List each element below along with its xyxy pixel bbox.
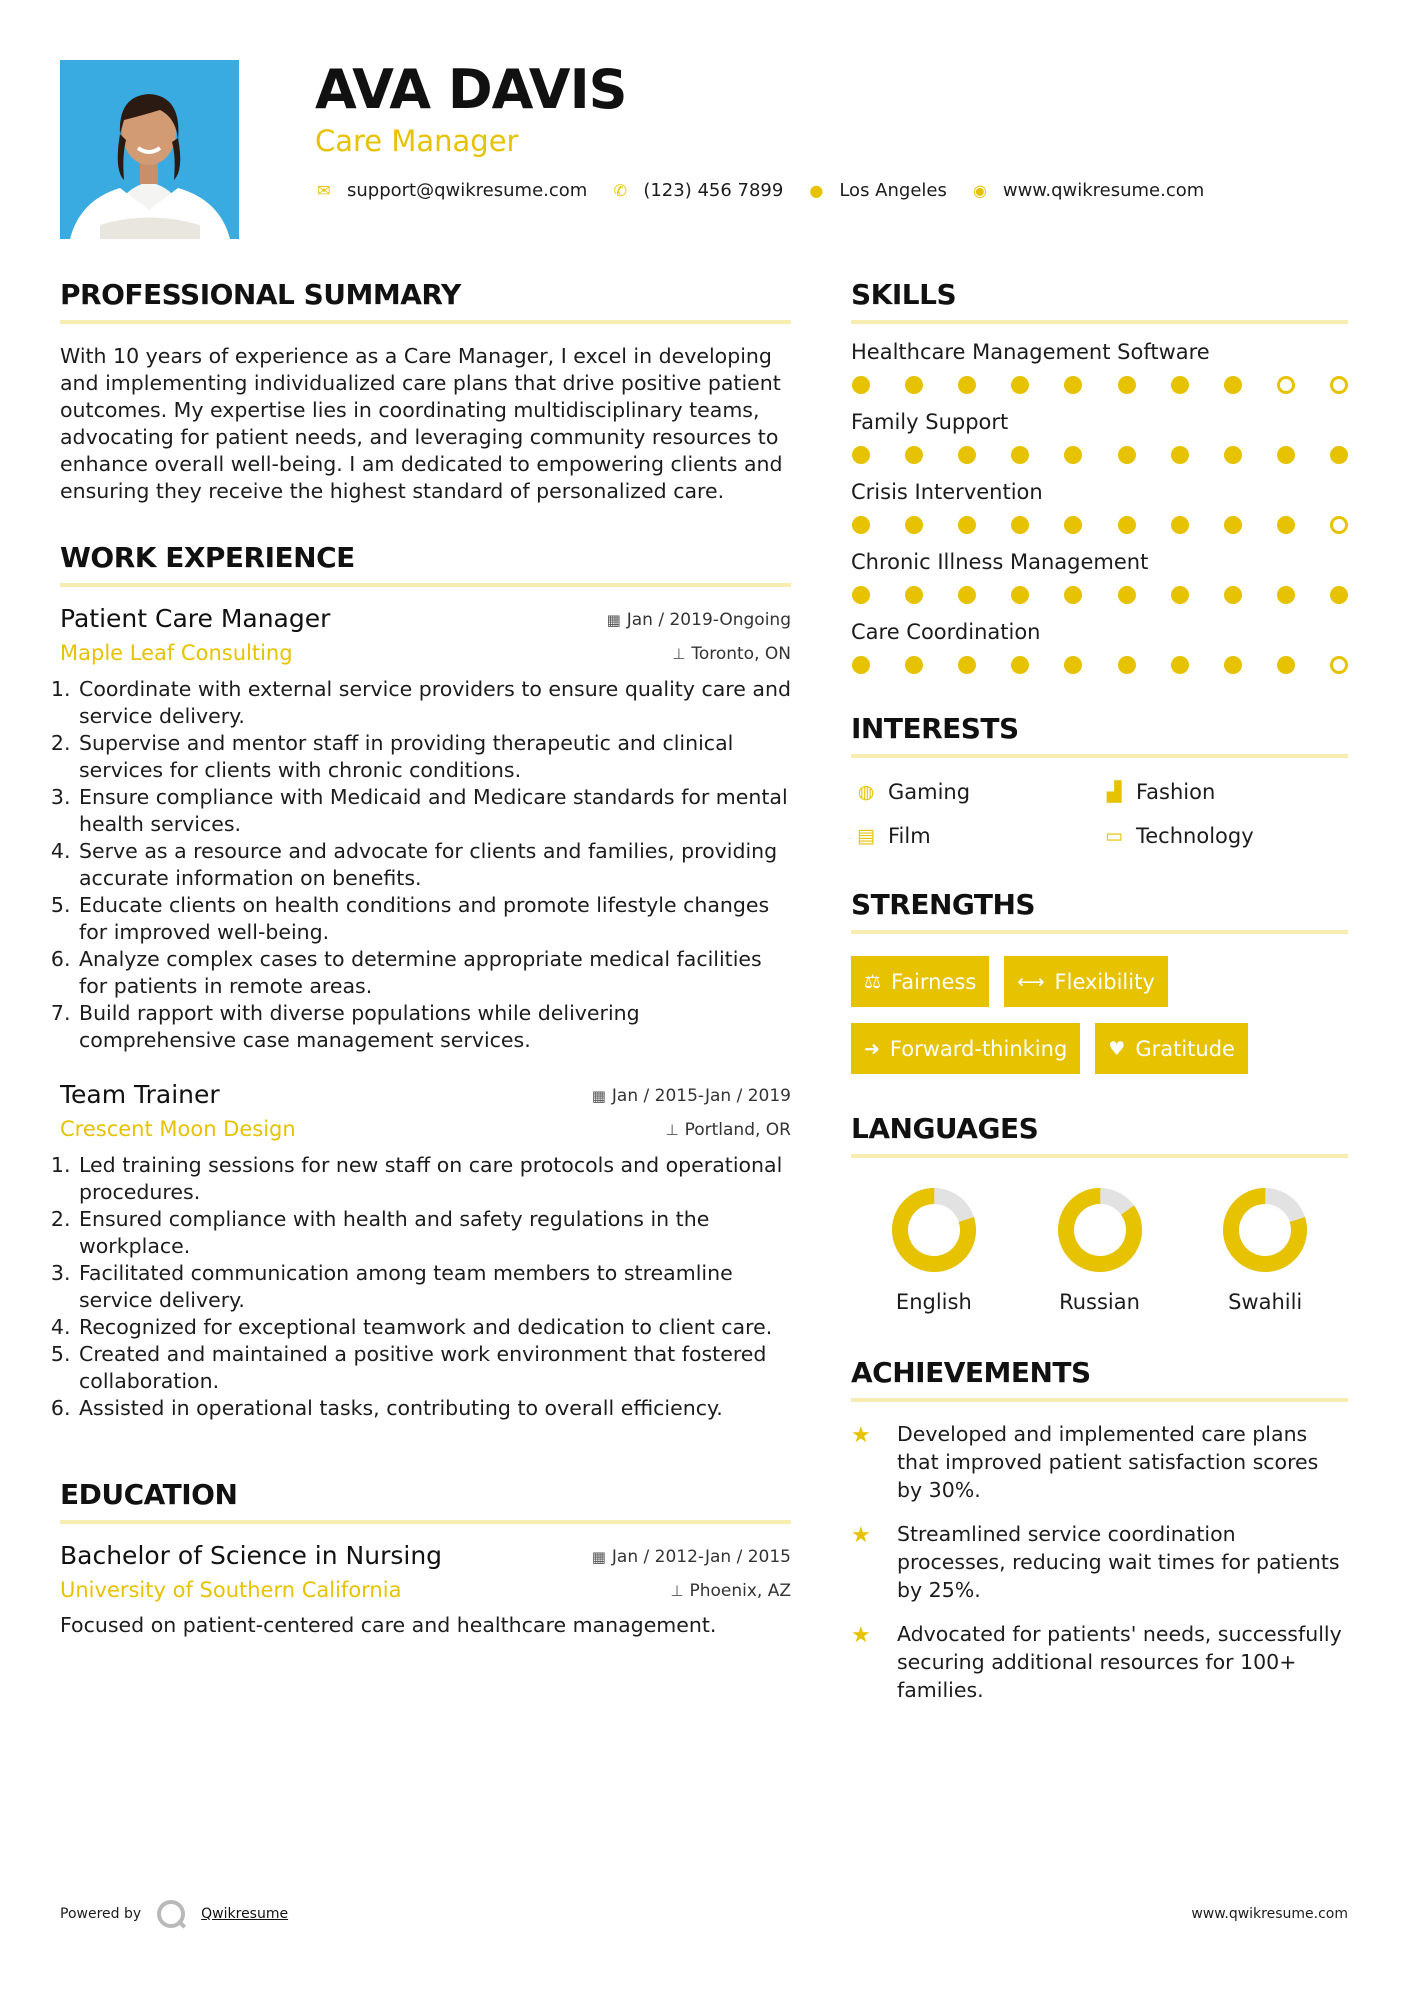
rating-dot-filled <box>1224 586 1242 604</box>
rating-dot-filled <box>1224 376 1242 394</box>
skill-rating <box>851 516 1348 534</box>
star-icon: ★ <box>851 1423 871 1448</box>
footer-website[interactable]: www.qwikresume.com <box>1191 1906 1348 1922</box>
strength-tag <box>1004 956 1167 1007</box>
rating-dot-empty <box>1330 516 1348 534</box>
rating-dot-filled <box>852 446 870 464</box>
job-bullet: 3. Ensure compliance with Medicaid and Medicare standards for mental health services. <box>77 784 791 838</box>
pin-icon: ⊥ <box>672 645 686 663</box>
rating-dot-filled <box>852 586 870 604</box>
candidate-role: Care Manager <box>315 124 519 158</box>
interest-item <box>851 780 1099 804</box>
skills-list <box>851 340 1348 674</box>
job-bullet: 5. Created and maintained a positive work environment that fostered collaboration. <box>77 1341 791 1395</box>
achievement-item <box>851 1620 1348 1704</box>
interest-item <box>851 824 1099 848</box>
education-meta <box>592 1547 791 1615</box>
job-title: Patient Care Manager <box>60 604 331 633</box>
rating-dot-empty <box>1330 656 1348 674</box>
email-text: support@qwikresume.com <box>347 180 588 201</box>
phone-text: (123) 456 7899 <box>643 180 784 201</box>
language-donut <box>1058 1188 1142 1272</box>
balance-scale-icon: ⚖ <box>864 970 882 993</box>
summary-text: With 10 years of experience as a Care Manager, I excel in developing and implementing individualized care plans that drive positive patient outcomes. My expertise lies in coordinating multidisciplinary teams, advocating for patient needs, and leveraging community resources to enhance overall well-being. I am dedicated to empowering clients and ensuring they receive the highest standard of personalized care. <box>60 344 783 503</box>
skill-name: Chronic Illness Management <box>851 550 1149 574</box>
arrows-horizontal-icon: ⟷ <box>1017 970 1045 993</box>
calendar-icon: ▦ <box>606 611 621 629</box>
skill-name: Crisis Intervention <box>851 480 1043 504</box>
calendar-icon: ▦ <box>591 1087 606 1105</box>
globe-icon: ◉ <box>972 181 987 200</box>
achievement-item <box>851 1520 1348 1604</box>
job-entry <box>60 604 791 1054</box>
education-title: EDUCATION <box>60 1478 791 1524</box>
strengths-list <box>851 956 1348 1074</box>
film-icon: ▤ <box>857 825 875 847</box>
languages-title: LANGUAGES <box>851 1112 1348 1158</box>
rating-dot-filled <box>1064 516 1082 534</box>
arrow-right-icon: ➜ <box>864 1037 880 1060</box>
map-pin-icon: ● <box>809 181 824 200</box>
contact-phone[interactable] <box>611 180 783 201</box>
education-entry <box>60 1541 791 1639</box>
language-donut <box>892 1188 976 1272</box>
skill-item <box>851 410 1348 464</box>
skill-rating <box>851 586 1348 604</box>
rating-dot-filled <box>1171 446 1189 464</box>
interest-label: Film <box>888 824 931 848</box>
interest-label: Fashion <box>1136 780 1216 804</box>
achievements-title: ACHIEVEMENTS <box>851 1356 1348 1402</box>
interest-item <box>1099 824 1348 848</box>
rating-dot-filled <box>1118 446 1136 464</box>
rating-dot-filled <box>1171 656 1189 674</box>
language-name: Russian <box>1059 1290 1140 1314</box>
website-text: www.qwikresume.com <box>1002 180 1205 201</box>
job-bullets <box>60 1152 791 1422</box>
rating-dot-filled <box>852 376 870 394</box>
skill-rating <box>851 656 1348 674</box>
job-dates: Jan / 2019-Ongoing <box>626 610 791 630</box>
achievements-list <box>851 1420 1348 1704</box>
contact-email[interactable] <box>315 180 587 201</box>
strengths-title: STRENGTHS <box>851 888 1348 934</box>
rating-dot-filled <box>1224 656 1242 674</box>
interest-label: Technology <box>1136 824 1254 848</box>
job-entry <box>60 1080 791 1422</box>
skills-title: SKILLS <box>851 278 1348 324</box>
job-meta <box>592 1086 791 1154</box>
job-location: Portland, OR <box>684 1120 791 1140</box>
job-dates: Jan / 2015-Jan / 2019 <box>611 1086 791 1106</box>
job-title: Team Trainer <box>60 1080 220 1109</box>
job-bullet: 1. Led training sessions for new staff on care protocols and operational procedures. <box>77 1152 791 1206</box>
degree-title: Bachelor of Science in Nursing <box>60 1541 443 1570</box>
interest-label: Gaming <box>888 780 971 804</box>
school-name: University of Southern California <box>60 1578 402 1602</box>
contact-website[interactable] <box>971 180 1204 201</box>
rating-dot-filled <box>1277 586 1295 604</box>
rating-dot-filled <box>1011 516 1029 534</box>
interests-title: INTERESTS <box>851 712 1348 758</box>
pin-icon: ⊥ <box>670 1582 684 1600</box>
education-dates: Jan / 2012-Jan / 2015 <box>611 1547 791 1567</box>
job-bullet: 2. Supervise and mentor staff in providing therapeutic and clinical services for clients with chronic conditions. <box>77 730 791 784</box>
calendar-icon: ▦ <box>591 1548 606 1566</box>
language-item <box>1017 1188 1183 1314</box>
job-location: Toronto, ON <box>691 644 791 664</box>
job-bullet: 3. Facilitated communication among team members to streamline service delivery. <box>77 1260 791 1314</box>
rating-dot-filled <box>1118 376 1136 394</box>
strength-tag <box>851 956 989 1007</box>
job-bullet: 4. Recognized for exceptional teamwork and dedication to client care. <box>77 1314 791 1341</box>
skill-item <box>851 550 1348 604</box>
laptop-icon: ▭ <box>1105 825 1123 847</box>
job-bullets <box>60 676 791 1054</box>
shopping-bag-icon: ▟ <box>1106 781 1122 803</box>
achievement-text: Developed and implemented care plans that improved patient satisfaction scores by 30%. <box>897 1422 1319 1502</box>
candidate-name: AVA DAVIS <box>315 58 627 121</box>
achievement-item <box>851 1420 1348 1504</box>
languages-list <box>851 1188 1348 1314</box>
rating-dot-filled <box>1011 446 1029 464</box>
right-column <box>851 278 1348 1720</box>
strength-tag <box>851 1023 1080 1074</box>
star-icon: ★ <box>851 1623 871 1648</box>
rating-dot-filled <box>905 516 923 534</box>
interests-list <box>851 780 1348 848</box>
rating-dot-filled <box>905 446 923 464</box>
location-text: Los Angeles <box>839 180 947 201</box>
rating-dot-filled <box>1011 586 1029 604</box>
skill-item <box>851 480 1348 534</box>
strength-label: Forward-thinking <box>889 1036 1068 1061</box>
job-bullet: 6. Assisted in operational tasks, contributing to overall efficiency. <box>77 1395 791 1422</box>
skill-rating <box>851 376 1348 394</box>
heart-icon: ♥ <box>1108 1037 1126 1060</box>
gamepad-icon: ◍ <box>857 781 875 803</box>
rating-dot-filled <box>958 516 976 534</box>
job-bullet: 2. Ensured compliance with health and safety regulations in the workplace. <box>77 1206 791 1260</box>
contact-bar <box>315 180 1228 201</box>
rating-dot-filled <box>852 656 870 674</box>
rating-dot-filled <box>905 656 923 674</box>
achievement-text: Advocated for patients' needs, successfully securing additional resources for 100+ families. <box>897 1622 1342 1702</box>
job-bullet: 7. Build rapport with diverse populations while delivering comprehensive case management services. <box>77 1000 791 1054</box>
strength-label: Fairness <box>891 969 977 994</box>
job-meta <box>607 610 791 678</box>
language-item <box>851 1188 1017 1314</box>
star-icon: ★ <box>851 1523 871 1548</box>
phone-icon: ✆ <box>613 181 628 200</box>
powered-by-text: Powered by <box>60 1906 142 1922</box>
rating-dot-filled <box>1224 446 1242 464</box>
rating-dot-filled <box>958 656 976 674</box>
rating-dot-filled <box>958 446 976 464</box>
footer-powered-by <box>60 1900 288 1928</box>
rating-dot-filled <box>1171 516 1189 534</box>
job-bullet: 4. Serve as a resource and advocate for clients and families, providing accurate information on benefits. <box>77 838 791 892</box>
rating-dot-filled <box>1011 656 1029 674</box>
interest-item <box>1099 780 1348 804</box>
strength-label: Flexibility <box>1054 969 1155 994</box>
rating-dot-filled <box>1118 516 1136 534</box>
language-item <box>1182 1188 1348 1314</box>
rating-dot-filled <box>1330 586 1348 604</box>
skill-name: Care Coordination <box>851 620 1041 644</box>
rating-dot-filled <box>1277 446 1295 464</box>
job-bullet: 1. Coordinate with external service providers to ensure quality care and service delivery. <box>77 676 791 730</box>
job-bullet: 6. Analyze complex cases to determine appropriate medical facilities for patients in remote areas. <box>77 946 791 1000</box>
rating-dot-filled <box>1277 656 1295 674</box>
language-name: English <box>895 1290 972 1314</box>
strength-label: Gratitude <box>1135 1036 1235 1061</box>
rating-dot-filled <box>1064 656 1082 674</box>
pin-icon: ⊥ <box>665 1121 679 1139</box>
contact-location <box>807 180 947 201</box>
skill-item <box>851 340 1348 394</box>
rating-dot-empty <box>1330 376 1348 394</box>
job-bullet: 5. Educate clients on health conditions and promote lifestyle changes for improved well-being. <box>77 892 791 946</box>
rating-dot-filled <box>958 376 976 394</box>
rating-dot-empty <box>1277 376 1295 394</box>
rating-dot-filled <box>1064 376 1082 394</box>
rating-dot-filled <box>1118 586 1136 604</box>
profile-photo <box>60 60 239 239</box>
strength-tag <box>1095 1023 1248 1074</box>
rating-dot-filled <box>1064 586 1082 604</box>
rating-dot-filled <box>1171 586 1189 604</box>
language-name: Swahili <box>1228 1290 1303 1314</box>
rating-dot-filled <box>1011 376 1029 394</box>
language-donut <box>1223 1188 1307 1272</box>
rating-dot-filled <box>905 376 923 394</box>
education-description: Focused on patient-centered care and healthcare management. <box>60 1613 717 1637</box>
left-column <box>60 278 791 1639</box>
rating-dot-filled <box>1171 376 1189 394</box>
qwikresume-logo-icon <box>157 1900 185 1928</box>
achievement-text: Streamlined service coordination processes, reducing wait times for patients by 25%. <box>897 1522 1340 1602</box>
qwikresume-link[interactable]: Qwikresume <box>201 1906 289 1922</box>
job-company: Maple Leaf Consulting <box>60 641 293 665</box>
education-location: Phoenix, AZ <box>689 1581 791 1601</box>
envelope-icon: ✉ <box>317 181 331 200</box>
rating-dot-filled <box>1224 516 1242 534</box>
rating-dot-filled <box>1118 656 1136 674</box>
skill-item <box>851 620 1348 674</box>
rating-dot-filled <box>1277 516 1295 534</box>
skill-rating <box>851 446 1348 464</box>
rating-dot-filled <box>852 516 870 534</box>
summary-title: PROFESSIONAL SUMMARY <box>60 278 791 324</box>
skill-name: Family Support <box>851 410 1009 434</box>
rating-dot-filled <box>1330 446 1348 464</box>
experience-title: WORK EXPERIENCE <box>60 541 791 587</box>
rating-dot-filled <box>905 586 923 604</box>
rating-dot-filled <box>1064 446 1082 464</box>
rating-dot-filled <box>958 586 976 604</box>
skill-name: Healthcare Management Software <box>851 340 1210 364</box>
job-company: Crescent Moon Design <box>60 1117 296 1141</box>
